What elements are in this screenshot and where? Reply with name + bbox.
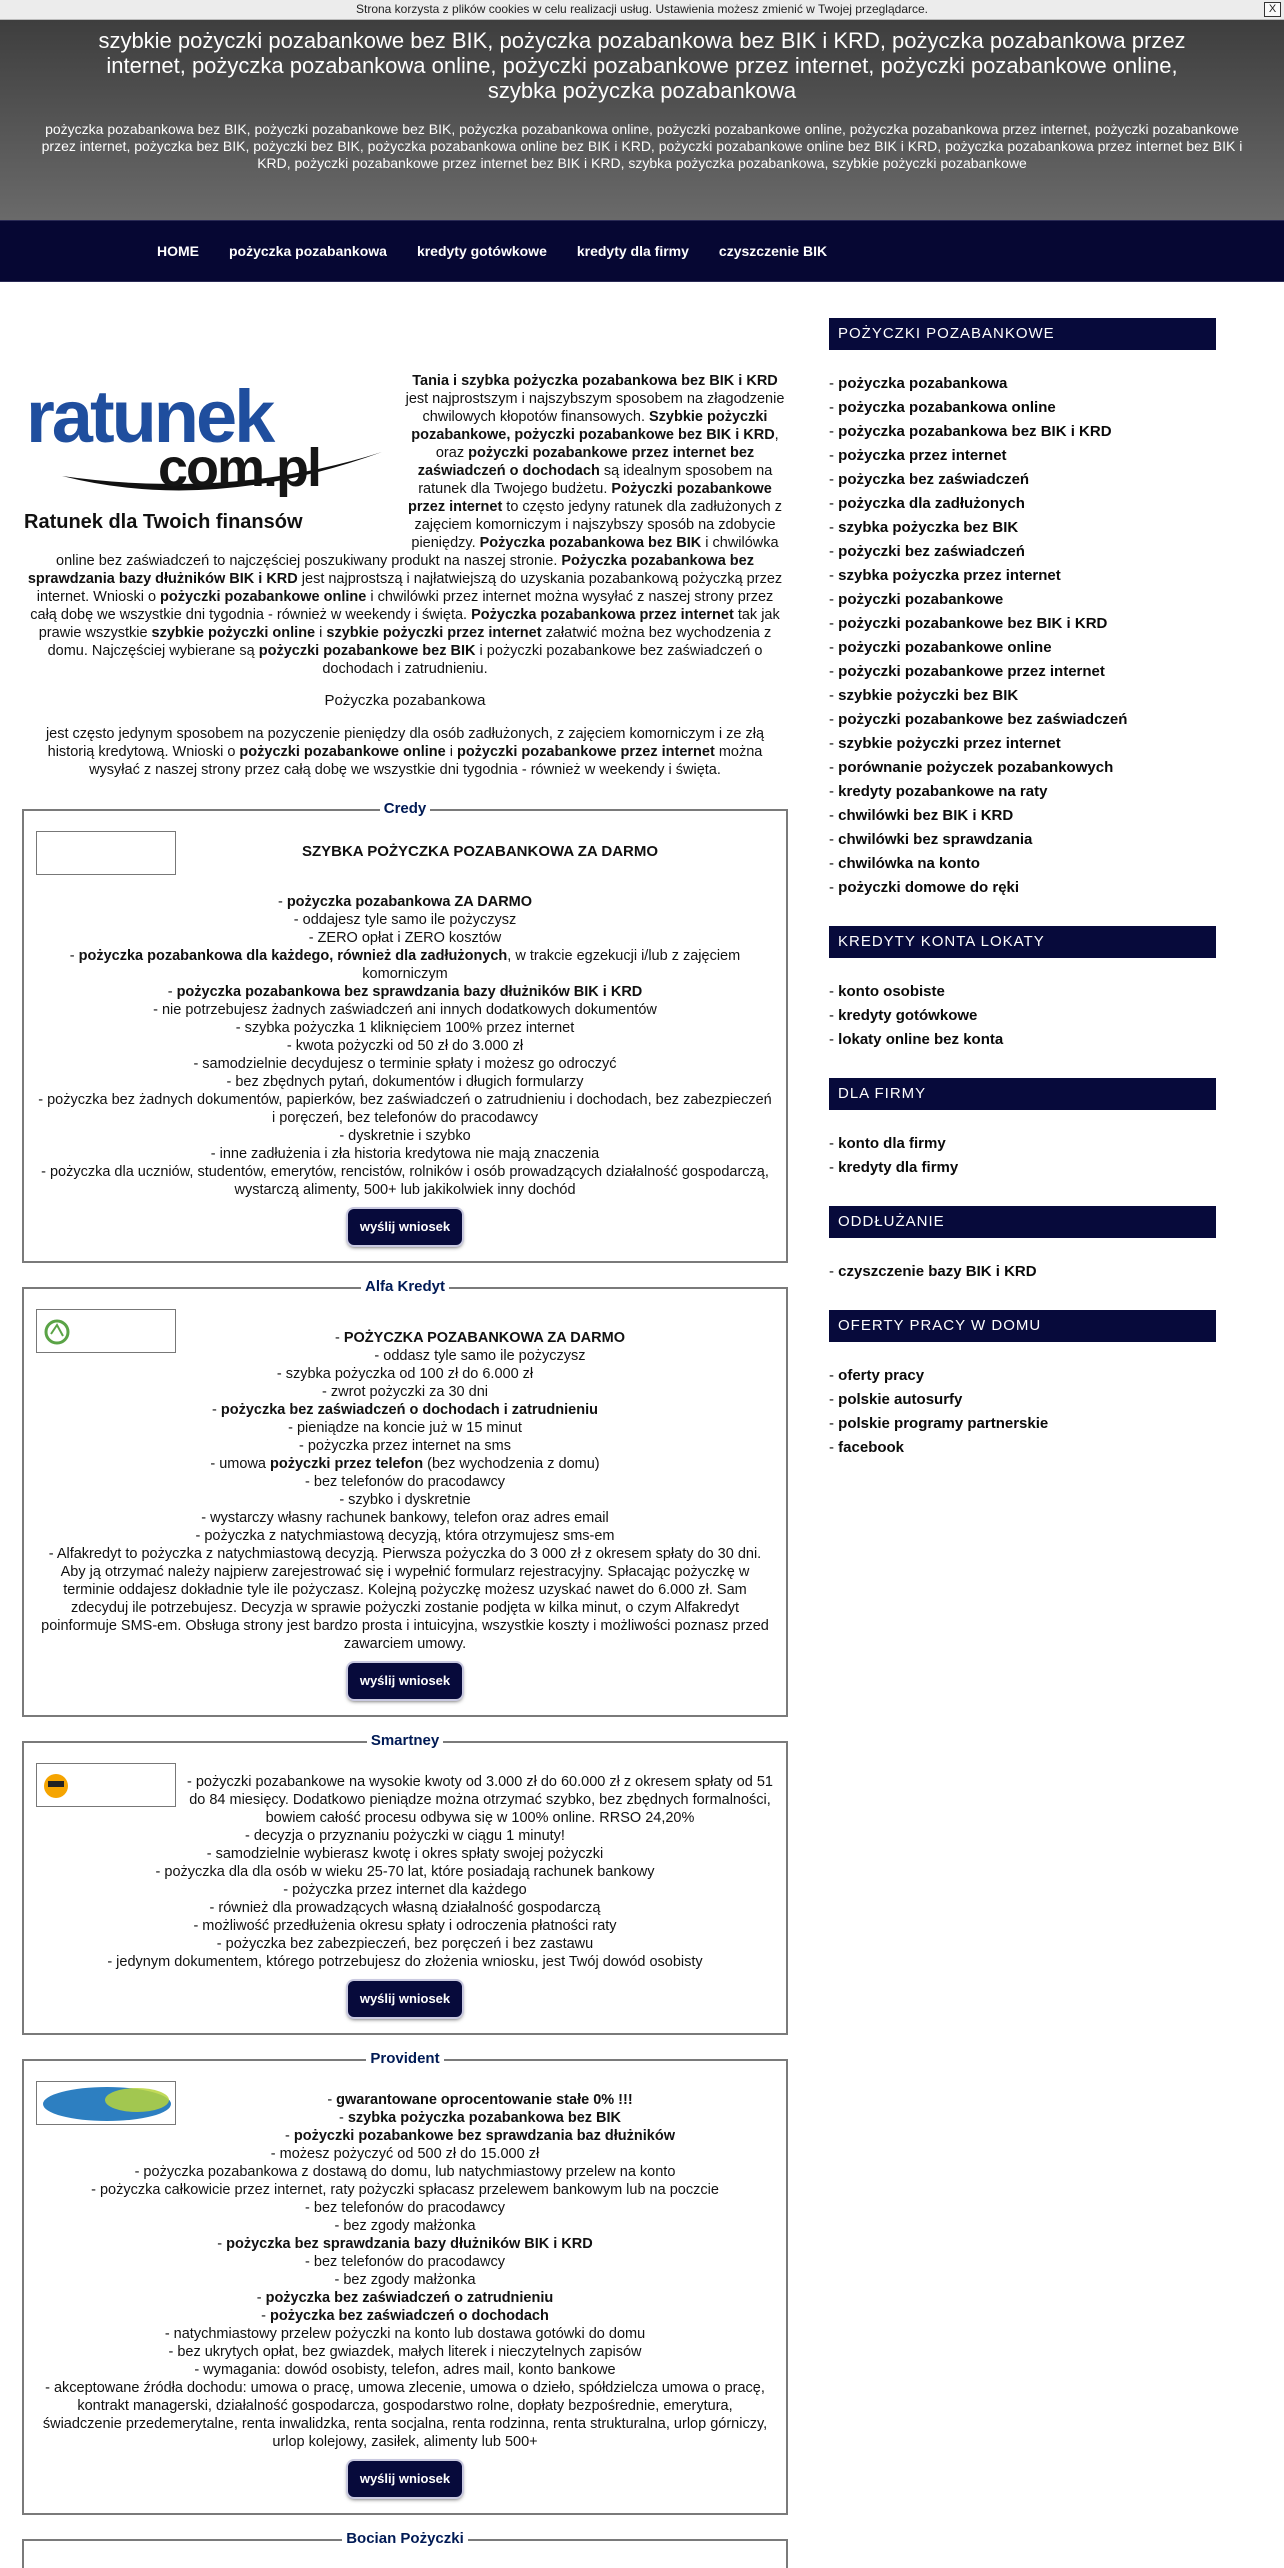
offer-box-provident [22,2050,788,2515]
bold-text: Pożyczka pozabankowa bez sprawdzania bazy dłużników BIK i KRD [27,553,754,587]
offer-line [36,1383,774,1401]
text: (bez wychodzenia z domu) [423,1456,600,1472]
offer-line [36,1163,774,1199]
offer-line [36,1845,774,1863]
nav-kredyty-dla-firmy[interactable]: kredyty dla firmy [576,243,689,259]
sidebar [829,318,1216,1486]
offer-line [36,1953,774,1971]
offer-line [36,2253,774,2271]
sidebar-link[interactable]: - kredyty dla firmy [829,1156,1216,1180]
offer-line [36,929,774,947]
text: - pożyczka bez żadnych dokumentów, papierków, bez zaświadczeń o zatrudnieniu i dochodach, bez zabezpieczeń i poręczeń, bez telefonów do pracodawcy [38,1092,772,1126]
offers-list [22,800,788,2568]
bold-text: pożyczki pozabankowe online [239,744,446,760]
offer-line [36,2343,774,2361]
sidebar-link[interactable]: - czyszczenie bazy BIK i KRD [829,1260,1216,1284]
cookie-bar [0,0,1284,20]
text: to często jedyny ratunek dla zadłużonych z zajęciem komorniczym i najszybszy sposób na zdobycie pieniędzy. [411,499,782,551]
bold-text: Tania i szybka pożyczka pozabankowa bez BIK i KRD [412,373,778,389]
sidebar-heading: POŻYCZKI POZABANKOWE [829,318,1216,350]
offer-line [36,1091,774,1127]
offer-title [24,2050,786,2068]
text: - [69,948,79,964]
text: - szybko i dyskretnie [339,1492,471,1508]
text: - wymagania: dowód osobisty, telefon, adres mail, konto bankowe [194,2362,616,2378]
offer-line [36,1827,774,1845]
text: - pożyczka przez internet dla każdego [283,1882,527,1898]
text: - pożyczka dla uczniów, studentów, emerytów, rencistów, rolników i osób prowadzących działalność gospodarczą, wystarczą alimenty, 500+ lub jakikolwiek inny dochód [41,1164,769,1198]
text: załatwić można bez wychodzenia z domu. Najczęściej wybierane są [47,625,772,659]
bold-text: Pożyczka pozabankowa przez internet [471,607,734,623]
sidebar-link[interactable]: - lokaty online bez konta [829,1028,1216,1052]
text: - decyzja o przyznaniu pożyczki w ciągu 1 minuty! [245,1828,565,1844]
sidebar-link[interactable]: - chwilówka na konto [829,852,1216,876]
text: - bez telefonów do pracodawcy [305,1474,505,1490]
offer-line [36,1473,774,1491]
text: - [285,2128,294,2144]
intro-heading: Pożyczka pozabankowa [324,692,486,709]
site-logo[interactable] [22,372,396,536]
bold-text: pożyczki pozabankowe online [160,589,367,605]
sidebar-link[interactable]: - pożyczki pozabankowe przez internet [829,660,1216,684]
sidebar-heading: DLA FIRMY [829,1078,1216,1110]
bold-text: pożyczki pozabankowe przez internet [456,744,715,760]
text: - możesz pożyczyć od 500 zł do 15.000 zł [270,2146,540,2162]
offer-line [36,1863,774,1881]
text: - nie potrzebujesz żadnych zaświadczeń ani innych dodatkowych dokumentów [153,1002,657,1018]
offer-line [36,2181,774,2199]
nav-czyszczenie-bik[interactable]: czyszczenie BIK [718,243,828,259]
sidebar-heading: OFERTY PRACY W DOMU [829,1310,1216,1342]
bold-text: pożyczki pozabankowe przez internet bez zaświadczeń o dochodach [417,445,755,479]
sidebar-link[interactable]: - konto dla firmy [829,1132,1216,1156]
offer-line [36,1401,774,1419]
sidebar-link[interactable]: - pożyczka pozabankowa [829,372,1216,396]
sidebar-link[interactable]: - pożyczki pozabankowe bez zaświadczeń [829,708,1216,732]
offer-line [36,2361,774,2379]
offer-logo[interactable] [36,831,176,875]
offer-title [24,1278,786,1296]
intro-paragraph-2 [22,725,788,779]
sidebar-link[interactable]: - szybka pożyczka bez BIK [829,516,1216,540]
offer-line [36,911,774,929]
offer-headline: SZYBKA POŻYCZKA POZABANKOWA ZA DARMO [301,843,659,860]
sidebar-link[interactable]: - polskie programy partnerskie [829,1412,1216,1436]
bold-text: szybka pożyczka pozabankowa bez BIK [347,2110,622,2126]
text: są idealnym sposobem na ratunek dla Twojego budżetu. [418,463,773,497]
offer-name: Smartney [367,1732,443,1749]
offer-title [24,1732,786,1750]
site-subtitle: pożyczka pozabankowa bez BIK, pożyczki pozabankowe bez BIK, pożyczka pozabankowa online, pożyczki pozabankowe online, pożyczka pozabankowa przez internet, pożyczki pozabankowe przez internet, pożyczka bez BIK, pożyczki bez BIK, pożyczka pozabankowa online bez BIK i KRD, pożyczki pozabankowe online bez BIK i KRD, pożyczka pozabankowa przez internet bez BIK i KRD, pożyczki pozabankowe przez internet bez BIK i KRD, szybka pożyczka pozabankowa, szybkie pożyczki pozabankowe [41,121,1243,171]
text: - bez zbędnych pytań, dokumentów i długich formularzy [226,1074,584,1090]
bold-text: pożyczki przez telefon [270,1456,424,1472]
text: , w trakcie egzekucji i/lub z zajęciem komorniczym [362,948,741,982]
offer-line [36,1127,774,1145]
text: - [212,1402,221,1418]
sidebar-link[interactable]: - porównanie pożyczek pozabankowych [829,756,1216,780]
text: - oddajesz tyle samo ile pożyczysz [293,912,517,928]
text: - akceptowane źródła dochodu: umowa o pracę, umowa zlecenie, umowa o dzieło, spółdzielcza umowa o pracę, kontrakt managerski, działalność gospodarcza, gospodarstwo rolne, dopłaty bezpośrednie, emerytura, świadczenie przedemerytalne, renta inwalidzka, renta socjalna, renta rodzinna, renta strukturalna, urlop górniczy, urlop kolejowy, zasiłek, alimenty lub 500+ [42,2380,768,2450]
text: - pożyczki pozabankowe na wysokie kwoty od 3.000 zł do 60.000 zł z okresem spłaty od 51 do 84 miesięcy. Dodatkowo pieniądze można otrzymać szybko, bez zbędnych formalności, bowiem całość procesu odbywa się w 100% online. RRSO 24,20% [187,1774,773,1826]
text: - pieniądze na koncie już w 15 minut [288,1420,522,1436]
text: - [277,894,287,910]
bold-text: pożyczka pozabankowa ZA DARMO [286,894,533,910]
text: - bez telefonów do pracodawcy [305,2254,505,2270]
close-icon[interactable]: X [1264,2,1281,17]
sidebar-link[interactable]: - pożyczka pozabankowa bez BIK i KRD [829,420,1216,444]
sidebar-list [829,1364,1216,1460]
offer-name: Credy [380,800,431,817]
text: - jedynym dokumentem, którego potrzebujesz do złożenia wniosku, jest Twój dowód osobisty [107,1954,703,1970]
offer-line [36,1419,774,1437]
sidebar-link[interactable]: - pożyczka przez internet [829,444,1216,468]
offer-line [36,2271,774,2289]
text: i [315,625,327,641]
text: - pożyczka pozabankowa z dostawą do domu, lub natychmiastowy przelew na konto [134,2164,676,2180]
text: - umowa [210,1456,271,1472]
sidebar-link[interactable]: - chwilówki bez BIK i KRD [829,804,1216,828]
offer-line [36,1145,774,1163]
offer-line [36,1491,774,1509]
bold-text: pożyczka bez sprawdzania bazy dłużników BIK i KRD [226,2236,593,2252]
text: - inne zadłużenia i zła historia kredytowa nie mają znaczenia [210,1146,600,1162]
text: - [335,1330,344,1346]
logo-word-1: ratunek [26,375,273,458]
text: jest najprostszą i najłatwiejszą do uzyskania pozabankową pożyczką przez internet. Wnioski o [36,571,783,605]
bold-text: szybkie pożyczki online [151,625,316,641]
offer-line [36,1509,774,1527]
nav-pozyczka-pozabankowa[interactable]: pożyczka pozabankowa [229,243,387,259]
text: - dyskretnie i szybko [339,1128,471,1144]
offer-line [36,1527,774,1545]
offer-title [24,2530,786,2548]
sidebar-link[interactable]: - facebook [829,1436,1216,1460]
text: - [256,2290,266,2306]
text: jest często jedynym sposobem na pozyczenie pieniędzy dla osób zadłużonych, z zajęciem komorniczym i ze złą historią kredytową. Wnioski o [45,726,765,760]
text: - pożyczka dla dla osób w wieku 25-70 lat, które posiadają rachunek bankowy [155,1864,655,1880]
offer-line [36,2379,774,2451]
text: - samodzielnie wybierasz kwotę i okres spłaty swojej pożyczki [206,1846,604,1862]
offer-line [36,983,774,1001]
text: - szybka pożyczka 1 kliknięciem 100% przez internet [235,1020,575,1036]
text: - pożyczka przez internet na sms [299,1438,511,1454]
text: tak jak prawie wszystkie [38,607,780,641]
offer-line [36,2199,774,2217]
send-application-button[interactable]: wyślij wniosek [348,2461,462,2497]
text: i [445,744,457,760]
text: jest najprostszym i najszybszym sposobem na złagodzenie chwilowych kłopotów finansowych. [405,391,785,425]
text: - pożyczka z natychmiastową decyzją, która otrzymujesz sms-em [195,1528,615,1544]
bold-text: pożyczka bez zaświadczeń o dochodach [270,2308,549,2324]
bold-text: pożyczki pozabankowe bez BIK [258,643,476,659]
text: - również dla prowadzących własną działalność gospodarczą [209,1900,601,1916]
text: - wystarczy własny rachunek bankowy, telefon oraz adres email [201,1510,609,1526]
offer-line [36,1055,774,1073]
sidebar-heading: ODDŁUŻANIE [829,1206,1216,1238]
text: - kwota pożyczki od 50 zł do 3.000 zł [286,1038,524,1054]
sidebar-link[interactable]: - pożyczki pozabankowe online [829,636,1216,660]
offer-line [36,947,774,983]
site-header [0,20,1284,220]
offer-line [36,2127,774,2145]
offer-title [24,800,786,818]
sidebar-link[interactable]: - pożyczka dla zadłużonych [829,492,1216,516]
sidebar-link[interactable]: - kredyty pozabankowe na raty [829,780,1216,804]
text: - [327,2092,337,2108]
offer-line [36,1019,774,1037]
offer-line [36,1881,774,1899]
text: - bez ukrytych opłat, bez gwiazdek, małych literek i nieczytelnych zapisów [168,2344,642,2360]
text: - [217,2236,227,2252]
offer-line [36,893,774,911]
offer-line [36,1545,774,1653]
sidebar-link[interactable]: - szybka pożyczka przez internet [829,564,1216,588]
bold-text: POŻYCZKA POZABANKOWA ZA DARMO [343,1330,625,1346]
main-content [22,372,788,2568]
sidebar-list [829,1260,1216,1284]
offer-line [36,2217,774,2235]
site-title: szybkie pożyczki pozabankowe bez BIK, pożyczka pozabankowa bez BIK i KRD, pożyczka pozabankowa przez internet, pożyczka pozabankowa online, pożyczki pozabankowe przez internet, pożyczki pozabankowe online, szybka pożyczka pozabankowa [98,28,1186,103]
offer-line [36,1917,774,1935]
offer-box-alfakredyt [22,1278,788,1717]
intro [22,372,788,779]
text: - zwrot pożyczki za 30 dni [321,1384,488,1400]
offer-line [36,2163,774,2181]
offer-logo[interactable] [36,1763,176,1807]
offer-line [36,1001,774,1019]
sidebar-link[interactable]: - oferty pracy [829,1364,1216,1388]
text: - Alfakredyt to pożyczka z natychmiastową decyzją. Pierwsza pożyczka do 3 000 zł z okresem spłaty do 30 dni. Aby ją otrzymać należy najpierw zarejestrować się i wypełnić formularz rejestracyjny. Spłacając pożyczkę w terminie oddajesz dokładnie tyle ile pożyczasz. Kolejną pożyczkę możesz uzyskać nawet do 6.000 zł. Sam zdecyduj ile potrzebujesz. Decyzja w sprawie pożyczki zostanie podjęta w kilka minut, o czym Alfakredyt poinformuje SMS-em. Obsługa strony jest bardzo prosta i intuicyjna, wszystkie koszty i możliwości poznasz przed zawarciem umowy. [41,1546,769,1652]
text: - bez zgody małżonka [334,2272,476,2288]
offer-line [36,1365,774,1383]
offer-line [36,2145,774,2163]
bold-text: pożyczka pozabankowa bez sprawdzania bazy dłużników BIK i KRD [176,984,643,1000]
bold-text: pożyczka bez zaświadczeń o dochodach i zatrudnieniu [220,1402,598,1418]
sidebar-link[interactable]: - pożyczki pozabankowe bez BIK i KRD [829,612,1216,636]
text: - pożyczka całkowicie przez internet, raty pożyczki spłacasz przelewem bankowym lub na poczcie [91,2182,719,2198]
offer-name: Alfa Kredyt [361,1278,449,1295]
sidebar-link[interactable]: - pożyczka bez zaświadczeń [829,468,1216,492]
offer-line [36,2325,774,2343]
text: - szybka pożyczka od 100 zł do 6.000 zł [276,1366,534,1382]
offer-line [36,1073,774,1091]
sidebar-link[interactable]: - polskie autosurfy [829,1388,1216,1412]
nav-kredyty-gotowkowe[interactable]: kredyty gotówkowe [416,243,547,259]
offer-name: Bocian Pożyczki [342,2530,468,2547]
text: - bez zgody małżonka [334,2218,476,2234]
sidebar-link[interactable]: - szybkie pożyczki przez internet [829,732,1216,756]
offer-logo[interactable] [36,2081,176,2125]
bold-text: Pożyczki pozabankowe przez internet [408,481,772,515]
offer-line [36,1899,774,1917]
sidebar-link[interactable]: - konto osobiste [829,980,1216,1004]
offer-box-bocian [22,2530,788,2568]
send-application-button[interactable]: wyślij wniosek [348,1209,462,1245]
sidebar-link[interactable]: - chwilówki bez sprawdzania [829,828,1216,852]
text: i pożyczki pozabankowe bez zaświadczeń o dochodach i zatrudnieniu. [322,643,763,677]
nav-home[interactable]: HOME [157,243,199,259]
sidebar-link[interactable]: - pożyczki domowe do ręki [829,876,1216,900]
text: - [261,2308,271,2324]
text: , oraz [435,427,779,461]
send-application-button[interactable]: wyślij wniosek [348,1663,462,1699]
sidebar-link[interactable]: - pożyczki bez zaświadczeń [829,540,1216,564]
text: - ZERO opłat i ZERO kosztów [308,930,502,946]
bold-text: Szybkie pożyczki pozabankowe, pożyczki pozabankowe bez BIK i KRD [411,409,775,443]
offer-line [36,1935,774,1953]
offer-name: Provident [366,2050,443,2067]
sidebar-link[interactable]: - pożyczka pozabankowa online [829,396,1216,420]
sidebar-list [829,1132,1216,1180]
sidebar-list [829,372,1216,900]
logo-word-2: com.pl [158,438,321,498]
sidebar-link[interactable]: - kredyty gotówkowe [829,1004,1216,1028]
bold-text: Pożyczka pozabankowa bez BIK [479,535,702,551]
offer-line [36,1455,774,1473]
text: i chwilówka online bez zaświadczeń to najczęściej poszukiwany produkt na naszej stronie. [56,535,779,569]
offer-logo[interactable] [36,1309,176,1353]
bold-text: szybkie pożyczki przez internet [326,625,542,641]
sidebar-list [829,980,1216,1052]
text: - [338,2110,348,2126]
text: i chwilówki przez internet można wysyłać z naszej strony przez całą dobę we wszystkie dni tygodnia - również w weekendy i święta. [30,589,774,623]
sidebar-link[interactable]: - pożyczki pozabankowe [829,588,1216,612]
sidebar-link[interactable]: - szybkie pożyczki bez BIK [829,684,1216,708]
offer-line [36,1437,774,1455]
send-application-button[interactable]: wyślij wniosek [348,1981,462,2017]
text: - natychmiastowy przelew pożyczki na konto lub dostawa gotówki do domu [164,2326,646,2342]
offer-line [36,1037,774,1055]
offer-line [36,2289,774,2307]
main-nav [0,220,1284,282]
bold-text: pożyczki pozabankowe bez sprawdzania baz dłużników [293,2128,675,2144]
text: można wysyłać z naszej strony przez całą dobę we wszystkie dni tygodnia - również w weekendy i święta. [89,744,763,778]
text: - samodzielnie decydujesz o terminie spłaty i możesz go odroczyć [193,1056,617,1072]
sidebar-heading: KREDYTY KONTA LOKATY [829,926,1216,958]
bold-text: gwarantowane oprocentowanie stałe 0% !!! [336,2092,633,2108]
text: - [167,984,177,1000]
text: - bez telefonów do pracodawcy [305,2200,505,2216]
offer-line [36,2235,774,2253]
offer-box-smartney [22,1732,788,2035]
logo-tagline: Ratunek dla Twoich finansów [24,511,303,533]
bold-text: pożyczka pozabankowa dla każdego, również dla zadłużonych [78,948,508,964]
offer-box-credy [22,800,788,1263]
bold-text: pożyczka bez zaświadczeń o zatrudnieniu [265,2290,554,2306]
text: - pożyczka bez zabezpieczeń, bez poręczeń i bez zastawu [216,1936,594,1952]
cookie-text: Strona korzysta z plików cookies w celu realizacji usług. Ustawienia możesz zmienić w Twojej przeglądarce. [355,2,928,16]
offer-line [36,2307,774,2325]
text: - możliwość przedłużenia okresu spłaty i odroczenia płatności raty [193,1918,617,1934]
text: - oddasz tyle samo ile pożyczysz [374,1348,586,1364]
